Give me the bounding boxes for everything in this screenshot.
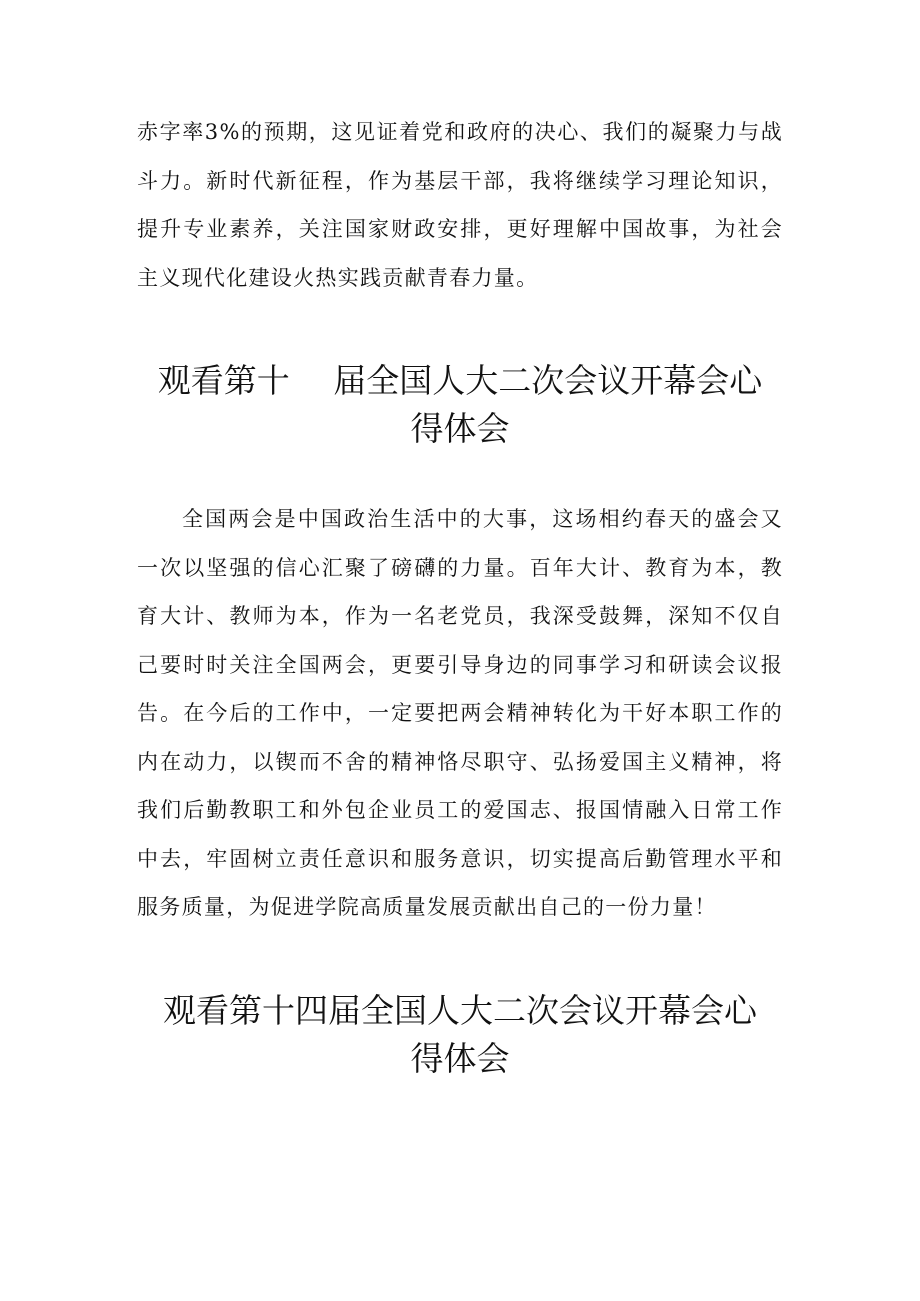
heading-2-line-1: 观看第十四届全国人大二次会议开幕会心 — [163, 991, 757, 1030]
heading-1-line-2: 得体会 — [410, 409, 510, 448]
section-heading-2 — [0, 987, 920, 1083]
heading-1-line-1: 观看第十 届全国人大二次会议开幕会心 — [157, 361, 763, 400]
body-paragraph: 全国两会是中国政治生活中的大事，这场相约春天的盛会又一次以坚强的信心汇聚了磅礴的力量。百年大计、教育为本，教育大计、教师为本，作为一名老党员，我深受鼓舞，深知不仅自己要时时关注全国两会，更要引导身边的同事学习和研读会议报告。在今后的工作中，一定要把两会精神转化为干好本职工作的内在动力，以锲而不舍的精神恪尽职守、弘扬爱国主义精神，将我们后勤教职工和外包企业员工的爱国志、报国情融入日常工作中去，牢固树立责任意识和服务意识，切实提高后勤管理水平和服务质量，为促进学院高质量发展贡献出自己的一份力量！ — [137, 507, 783, 919]
body-paragraph-continued: 赤字率3%的预期，这见证着党和政府的决心、我们的凝聚力与战斗力。新时代新征程，作为基层干部，我将继续学习理论知识，提升专业素养，关注国家财政安排，更好理解中国故事，为社会主义现代化建设火热实践贡献青春力量。 — [137, 120, 783, 290]
heading-2-line-2: 得体会 — [410, 1039, 510, 1078]
section-heading-1 — [0, 357, 920, 453]
